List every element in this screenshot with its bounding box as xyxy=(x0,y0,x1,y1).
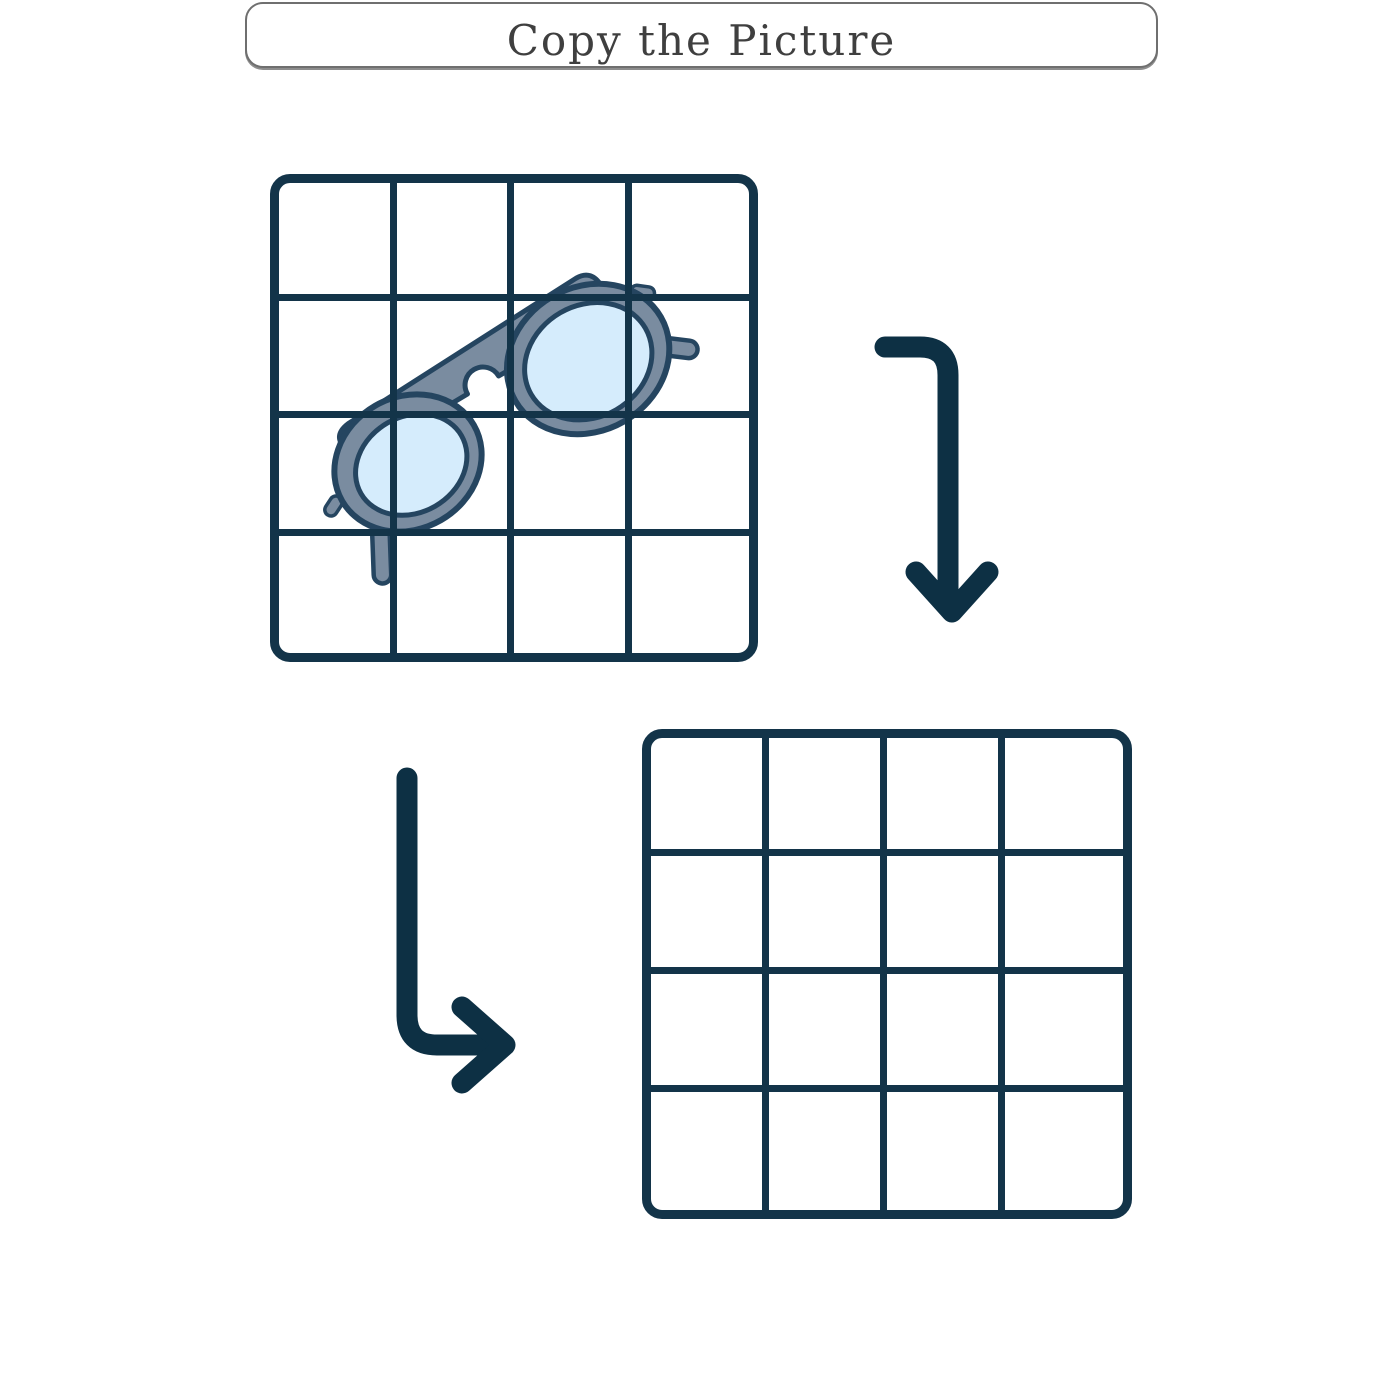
grid-cell xyxy=(514,301,632,419)
grid-cell xyxy=(397,301,515,419)
grid-cell xyxy=(769,738,887,856)
grid-cell xyxy=(632,418,750,536)
grid-cell xyxy=(397,418,515,536)
grid-cell xyxy=(887,856,1005,974)
target-grid xyxy=(642,729,1132,1219)
grid-cell xyxy=(887,738,1005,856)
grid-cell xyxy=(1005,856,1123,974)
page-title: Copy the Picture xyxy=(506,16,897,65)
grid-cell xyxy=(1005,1092,1123,1210)
curved-arrow-down-icon xyxy=(860,325,1020,635)
grid-cell xyxy=(632,183,750,301)
grid-cell xyxy=(769,974,887,1092)
grid-cell xyxy=(651,856,769,974)
grid-cell xyxy=(1005,974,1123,1092)
grid-cell xyxy=(279,183,397,301)
grid-cell xyxy=(651,1092,769,1210)
grid-cell xyxy=(514,536,632,654)
title-banner xyxy=(245,2,1158,68)
grid-cell xyxy=(632,536,750,654)
grid-cell xyxy=(651,974,769,1092)
grid-cell xyxy=(279,536,397,654)
grid-cell xyxy=(651,738,769,856)
grid-cell xyxy=(279,418,397,536)
grid-cell xyxy=(279,301,397,419)
grid-cell xyxy=(632,301,750,419)
grid-cell xyxy=(769,1092,887,1210)
source-grid xyxy=(270,174,758,662)
grid-cell xyxy=(887,1092,1005,1210)
grid-cell xyxy=(1005,738,1123,856)
grid-cell xyxy=(397,536,515,654)
grid-cell xyxy=(887,974,1005,1092)
grid-cell xyxy=(769,856,887,974)
grid-cell xyxy=(397,183,515,301)
grid-cell xyxy=(514,418,632,536)
curved-arrow-right-icon xyxy=(380,755,530,1105)
grid-cell xyxy=(514,183,632,301)
